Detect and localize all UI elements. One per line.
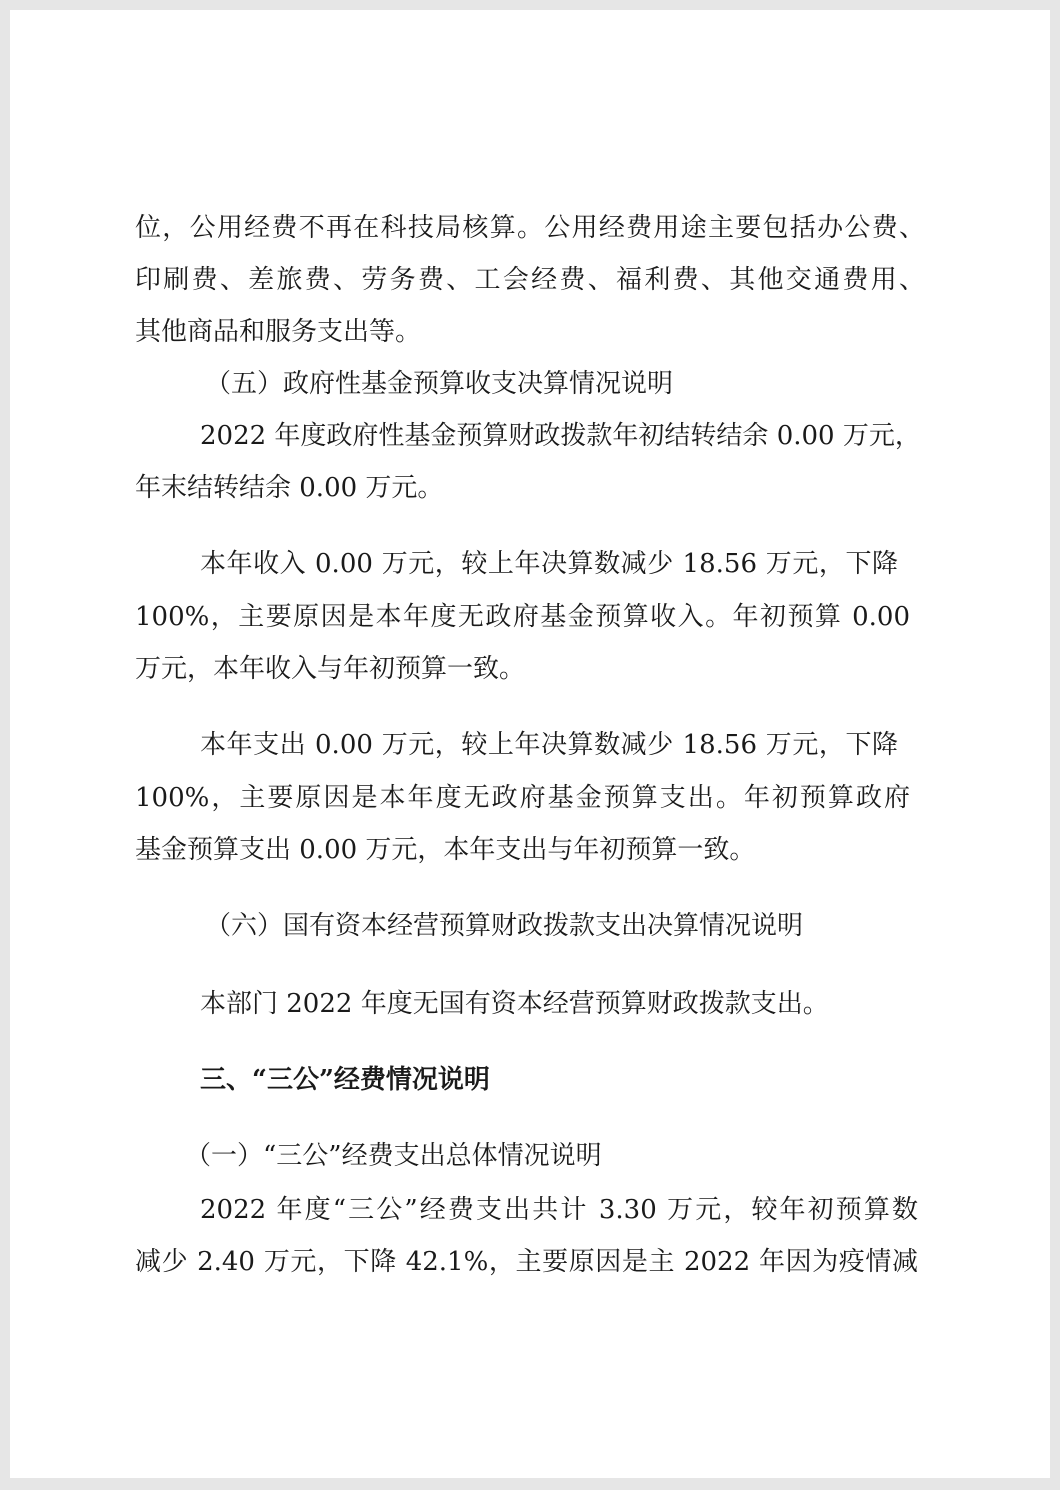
body-text-line: 减少 2.40 万元，下降 42.1%，主要原因是主 2022 年因为疫情减 — [135, 1247, 918, 1277]
body-text-line: 印刷费、差旅费、劳务费、工会经费、福利费、其他交通费用、 — [135, 265, 925, 295]
body-text-line: 其他商品和服务支出等。 — [135, 317, 422, 347]
body-text-line: 本年支出 0.00 万元，较上年决算数减少 18.56 万元，下降 — [200, 730, 898, 760]
body-text-line: 2022 年度政府性基金预算财政拨款年初结转结余 0.00 万元， — [200, 421, 921, 451]
body-text-line: 万元，本年收入与年初预算一致。 — [135, 654, 526, 684]
body-text-line: 100%，主要原因是本年度无政府基金预算支出。年初预算政府 — [135, 783, 910, 813]
subsection-heading-one: （一）“三公”经费支出总体情况说明 — [185, 1141, 602, 1171]
body-text-line: 2022 年度“三公”经费支出共计 3.30 万元，较年初预算数 — [200, 1195, 918, 1225]
body-text-line: 基金预算支出 0.00 万元，本年支出与年初预算一致。 — [135, 835, 756, 865]
section-heading-six: （六）国有资本经营预算财政拨款支出决算情况说明 — [205, 911, 804, 941]
body-text-line: 本部门 2022 年度无国有资本经营预算财政拨款支出。 — [200, 989, 829, 1019]
chapter-heading-three: 三、“三公”经费情况说明 — [200, 1065, 490, 1095]
body-text-line: 年末结转结余 0.00 万元。 — [135, 473, 444, 503]
section-heading-five: （五）政府性基金预算收支决算情况说明 — [205, 369, 674, 399]
body-text-line: 100%，主要原因是本年度无政府基金预算收入。年初预算 0.00 — [135, 602, 910, 632]
body-text-line: 本年收入 0.00 万元，较上年决算数减少 18.56 万元，下降 — [200, 549, 898, 579]
body-text-line: 位，公用经费不再在科技局核算。公用经费用途主要包括办公费、 — [135, 213, 925, 243]
